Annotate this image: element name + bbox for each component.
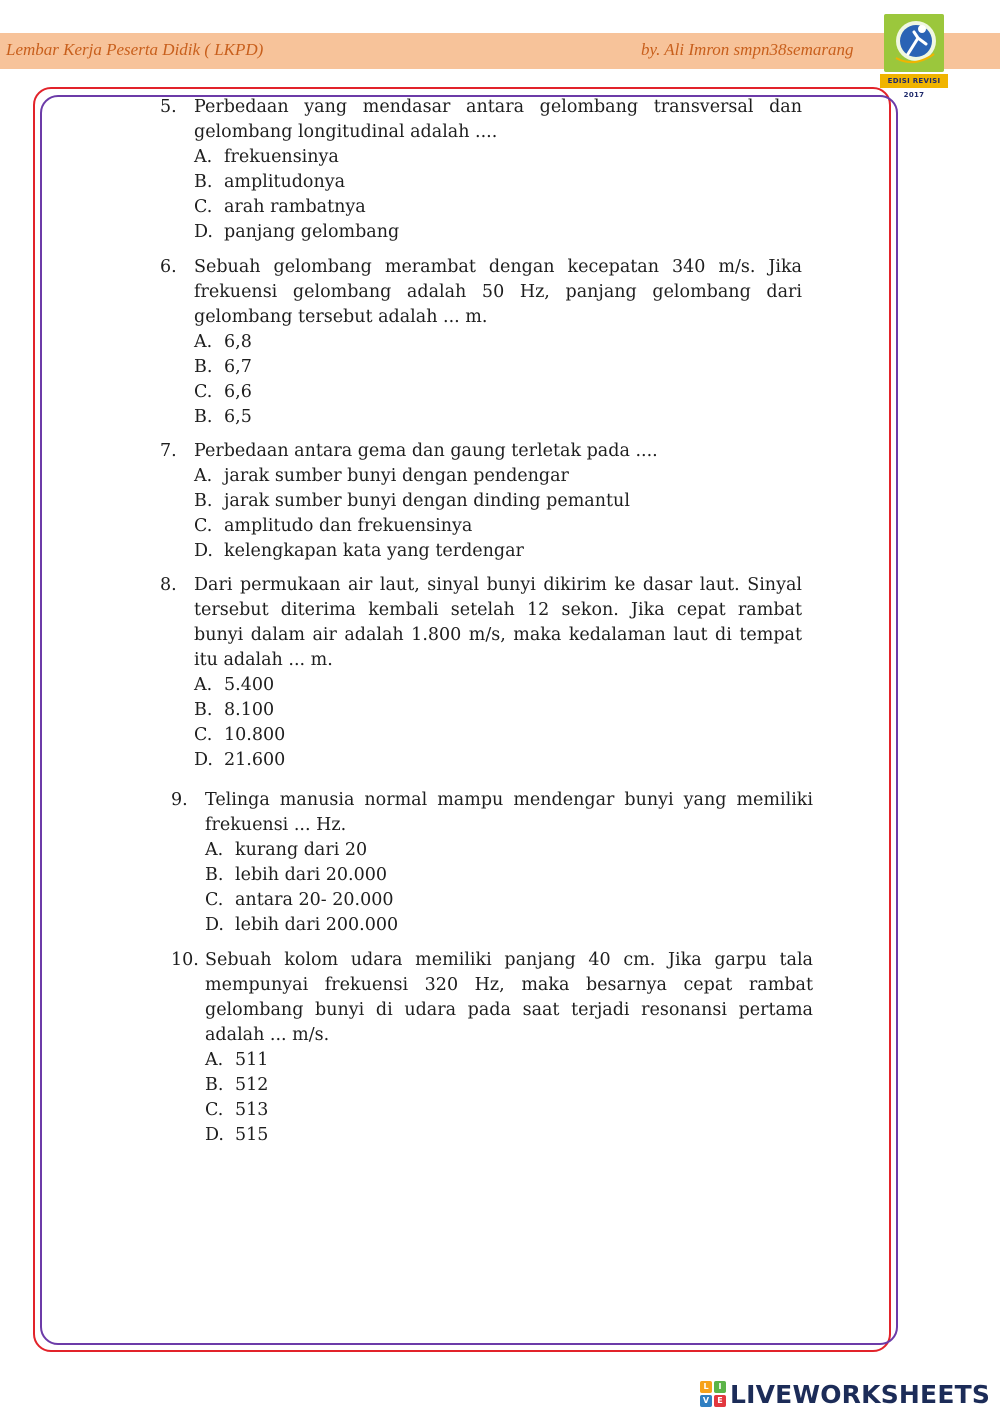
option-text: jarak sumber bunyi dengan dinding pemantul [224, 491, 630, 511]
answer-option[interactable] [194, 145, 802, 170]
answer-option[interactable] [205, 1048, 813, 1073]
question-line: gelombang tersebut adalah ... m. [194, 307, 488, 327]
answer-option[interactable] [205, 1123, 813, 1148]
question-6 [160, 255, 802, 430]
answer-option[interactable] [194, 195, 802, 220]
question-number: 10. [171, 950, 199, 970]
option-text: 6,7 [224, 357, 252, 377]
option-text: panjang gelombang [224, 222, 400, 242]
liveworksheets-logo-icon [700, 1381, 726, 1407]
option-letter: B. [205, 1075, 224, 1095]
answer-option[interactable] [194, 405, 802, 430]
question-number: 5. [160, 97, 177, 117]
answer-option[interactable] [194, 514, 802, 539]
question-line: itu adalah ... m. [194, 650, 333, 670]
answer-option[interactable] [194, 220, 802, 245]
question-10 [171, 948, 813, 1148]
option-text: 512 [235, 1075, 269, 1095]
question-line: frekuensi ... Hz. [205, 815, 347, 835]
option-text: amplitudonya [224, 172, 346, 192]
option-letter: A. [194, 147, 213, 167]
option-text: lebih dari 200.000 [235, 915, 399, 935]
option-text: arah rambatnya [224, 197, 366, 217]
option-letter: D. [194, 541, 213, 561]
option-letter: A. [194, 466, 213, 486]
question-8 [160, 573, 802, 773]
brand-mark-letter: I [714, 1381, 726, 1393]
question-line: frekuensi gelombang adalah 50 Hz, panjang gelombang dari [194, 282, 802, 302]
option-letter: B. [205, 865, 224, 885]
answer-option[interactable] [205, 863, 813, 888]
question-line: Perbedaan antara gema dan gaung terletak pada .... [194, 441, 658, 461]
question-7 [160, 439, 802, 564]
option-letter: C. [194, 382, 213, 402]
question-9 [171, 788, 813, 938]
question-line: adalah ... m/s. [205, 1025, 330, 1045]
header-author: by. Ali Imron smpn38semarang [641, 40, 854, 59]
answer-option[interactable] [194, 539, 802, 564]
answer-option[interactable] [194, 698, 802, 723]
question-line: Dari permukaan air laut, sinyal bunyi dikirim ke dasar laut. Sinyal [194, 575, 802, 595]
option-letter: A. [205, 840, 224, 860]
answer-option[interactable] [194, 170, 802, 195]
brand-mark-letter: E [714, 1395, 726, 1407]
option-letter: B. [194, 172, 213, 192]
answer-option[interactable] [194, 355, 802, 380]
option-text: 513 [235, 1100, 269, 1120]
question-line: tersebut diterima kembali setelah 12 sekon. Jika cepat rambat [194, 600, 802, 620]
option-letter: D. [205, 915, 224, 935]
option-text: 21.600 [224, 750, 286, 770]
question-line: mempunyai frekuensi 320 Hz, maka besarnya cepat rambat [205, 975, 813, 995]
option-letter: A. [194, 675, 213, 695]
answer-option[interactable] [194, 489, 802, 514]
option-letter: B. [194, 700, 213, 720]
option-text: 6,6 [224, 382, 252, 402]
option-letter: C. [194, 725, 213, 745]
question-line: Perbedaan yang mendasar antara gelombang transversal dan [194, 97, 802, 117]
answer-option[interactable] [205, 1073, 813, 1098]
header-title: Lembar Kerja Peserta Didik ( LKPD) [6, 40, 264, 59]
option-letter: B. [194, 491, 213, 511]
option-text: 511 [235, 1050, 269, 1070]
option-text: 8.100 [224, 700, 275, 720]
option-text: kurang dari 20 [235, 840, 368, 860]
answer-option[interactable] [194, 748, 802, 773]
option-text: jarak sumber bunyi dengan pendengar [224, 466, 569, 486]
answer-option[interactable] [194, 723, 802, 748]
option-text: frekuensinya [224, 147, 339, 167]
option-letter: B. [194, 357, 213, 377]
option-letter: D. [194, 750, 213, 770]
option-text: 6,5 [224, 407, 252, 427]
option-text: 515 [235, 1125, 269, 1145]
question-number: 9. [171, 790, 188, 810]
option-text: kelengkapan kata yang terdengar [224, 541, 524, 561]
answer-option[interactable] [205, 888, 813, 913]
question-line: Sebuah gelombang merambat dengan kecepatan 340 m/s. Jika [194, 257, 802, 277]
question-line: Telinga manusia normal mampu mendengar bunyi yang memiliki [205, 790, 813, 810]
question-line: gelombang bunyi di udara pada saat terjadi resonansi pertama [205, 1000, 813, 1020]
liveworksheets-brand[interactable] [700, 1378, 990, 1410]
option-letter: C. [205, 1100, 224, 1120]
option-text: lebih dari 20.000 [235, 865, 387, 885]
question-number: 7. [160, 441, 177, 461]
question-line: gelombang longitudinal adalah .... [194, 122, 498, 142]
answer-option[interactable] [205, 913, 813, 938]
brand-mark-letter: L [700, 1381, 712, 1393]
curriculum-logo [880, 14, 948, 99]
option-text: amplitudo dan frekuensinya [224, 516, 473, 536]
option-letter: C. [205, 890, 224, 910]
question-line: bunyi dalam air adalah 1.800 m/s, maka kedalaman laut di tempat [194, 625, 802, 645]
answer-option[interactable] [194, 330, 802, 355]
curriculum-emblem-icon [884, 14, 944, 72]
option-letter: D. [194, 222, 213, 242]
option-letter: A. [194, 332, 213, 352]
question-number: 6. [160, 257, 177, 277]
option-letter: B. [194, 407, 213, 427]
answer-option[interactable] [205, 1098, 813, 1123]
answer-option[interactable] [194, 464, 802, 489]
answer-option[interactable] [205, 838, 813, 863]
brand-wordmark: LIVEWORKSHEETS [730, 1379, 991, 1409]
option-letter: C. [194, 516, 213, 536]
question-number: 8. [160, 575, 177, 595]
logo-caption: EDISI REVISI 2017 [880, 74, 948, 88]
question-5 [160, 95, 802, 245]
brand-mark-letter: V [700, 1395, 712, 1407]
option-text: 5.400 [224, 675, 275, 695]
option-text: antara 20- 20.000 [235, 890, 394, 910]
option-letter: A. [205, 1050, 224, 1070]
option-text: 6,8 [224, 332, 252, 352]
answer-option[interactable] [194, 673, 802, 698]
question-line: Sebuah kolom udara memiliki panjang 40 cm. Jika garpu tala [205, 950, 813, 970]
option-text: 10.800 [224, 725, 286, 745]
option-letter: D. [205, 1125, 224, 1145]
answer-option[interactable] [194, 380, 802, 405]
option-letter: C. [194, 197, 213, 217]
